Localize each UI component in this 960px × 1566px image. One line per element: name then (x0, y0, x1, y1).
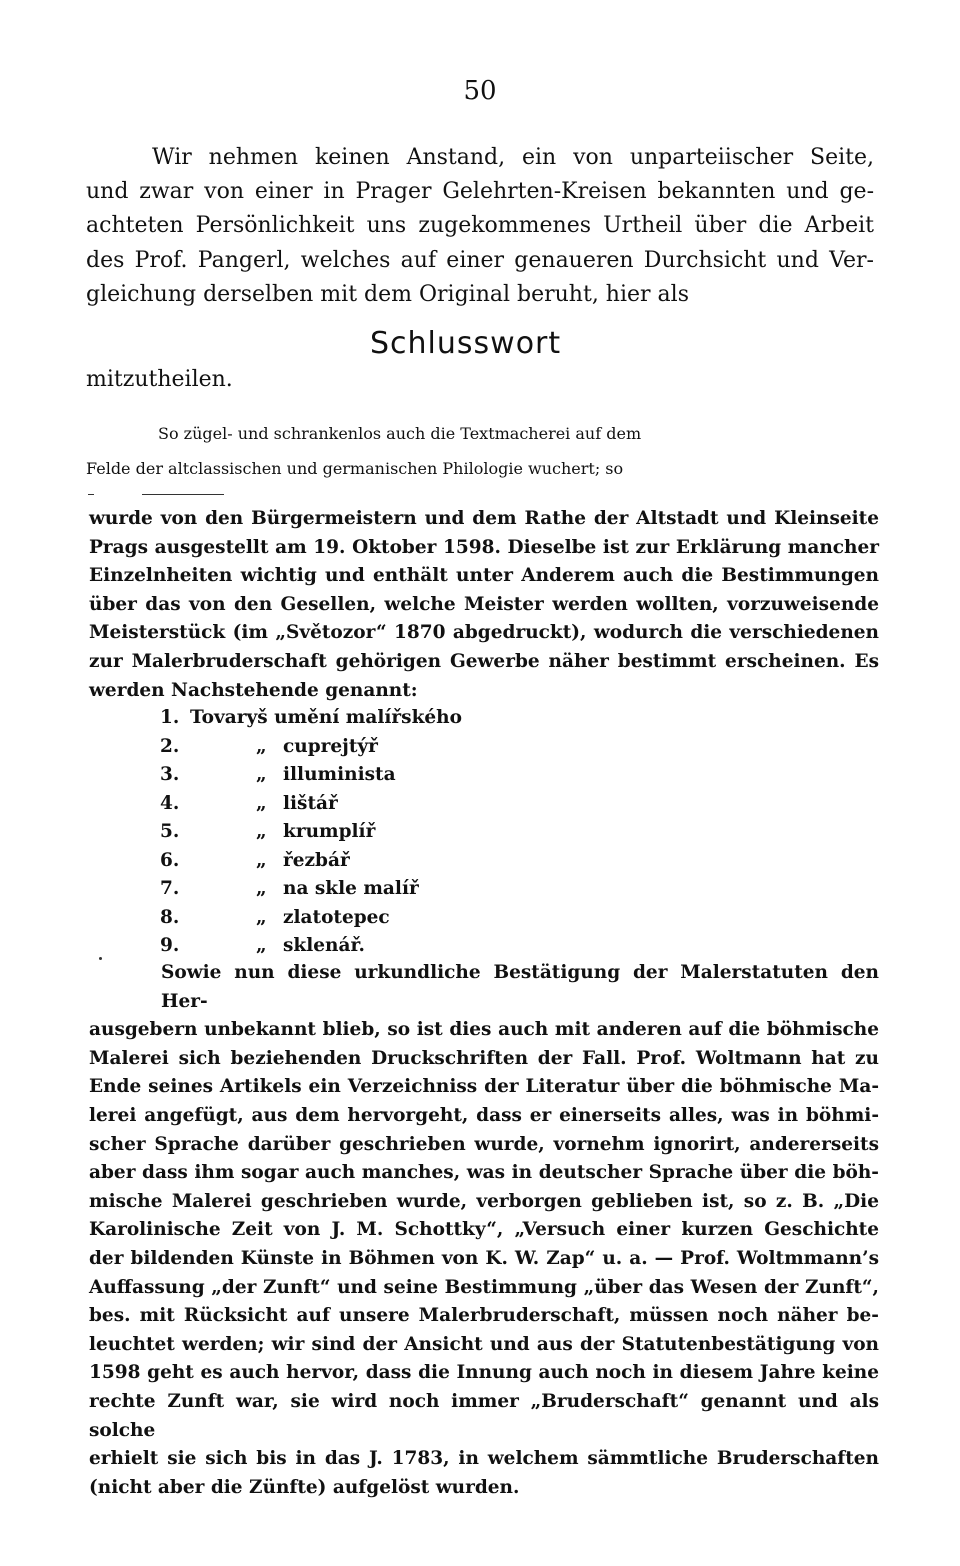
ditto-mark: „ (256, 849, 267, 871)
list-number: 6. (160, 849, 180, 871)
intro-paragraph (86, 141, 874, 312)
text-line: Wir nehmen keinen Anstand, ein von unparteiischer Seite, (152, 145, 874, 170)
list-number: 8. (160, 906, 180, 928)
text-line: leuchtet werden; wir sind der Ansicht und aus der Statutenbestätigung von (89, 1333, 879, 1355)
text-line: (nicht aber die Zünfte) aufgelöst wurden. (89, 1476, 520, 1498)
list-item (160, 704, 560, 733)
text-line: lerei angefügt, aus dem hervorgeht, dass er einerseits alles, was in böhmi- (89, 1104, 879, 1126)
text-line: Ende seines Artikels ein Verzeichniss der Literatur über die böhmische Ma- (89, 1076, 879, 1098)
text-line: mitzutheilen. (86, 367, 233, 392)
list-number: 1. (160, 707, 180, 728)
text-line: ausgebern unbekannt blieb, so ist dies auch mit anderen auf die böhmische (89, 1019, 879, 1041)
list-number: 2. (160, 735, 180, 757)
list-text: sklenář. (283, 935, 365, 956)
ditto-mark: „ (256, 821, 267, 842)
text-line: mische Malerei geschrieben wurde, verborgen geblieben ist, so z. B. „Die (89, 1190, 879, 1212)
page-number: 50 (463, 76, 497, 106)
ditto-mark: „ (256, 764, 267, 785)
text-line: über das von den Gesellen, welche Meister werden wollten, vorzuweisende (89, 593, 879, 615)
list-item (160, 847, 560, 876)
list-number: 7. (160, 878, 180, 899)
list-item (160, 733, 560, 762)
list-text: illuminista (283, 764, 396, 785)
text-line: rechte Zunft war, sie wird noch immer „Bruderschaft“ genannt und als solche (89, 1390, 879, 1441)
list-item (160, 904, 560, 933)
text-line: Prags ausgestellt am 19. Oktober 1598. Dieselbe ist zur Erklärung mancher (89, 536, 879, 558)
list-text: cuprejtýř (283, 735, 378, 757)
text-line: achteten Persönlichkeit uns zugekommenes Urtheil über die Arbeit (86, 213, 874, 239)
list-item (160, 790, 560, 819)
list-number: 4. (160, 792, 180, 814)
text-line: des Prof. Pangerl, welches auf einer genaueren Durchsicht und Ver- (86, 247, 874, 273)
list-text: řezbář (283, 849, 350, 871)
ditto-mark: „ (256, 735, 267, 757)
text-line: und zwar von einer in Prager Gelehrten-Kreisen bekannten und ge- (86, 179, 874, 205)
text-line: der bildenden Künste in Böhmen von K. W. Zap“ u. a. — Prof. Woltmmann’s (89, 1247, 879, 1269)
list-text: lištář (283, 792, 338, 814)
footnote (89, 505, 879, 705)
list-item (160, 818, 560, 847)
text-line: 1598 geht es auch hervor, dass die Innung auch noch in diesem Jahre keine (89, 1362, 879, 1384)
section-heading: Schlusswort (370, 326, 562, 361)
text-line: gleichung derselben mit dem Original beruht, hier als (86, 281, 689, 307)
footnote-rule (88, 494, 94, 495)
list-item (160, 761, 560, 790)
list-number: 5. (160, 821, 180, 842)
text-line: erhielt sie sich bis in das J. 1783, in welchem sämmtliche Bruderschaften (89, 1448, 879, 1470)
text-line: So zügel- und schrankenlos auch die Textmacherei auf dem (158, 424, 642, 443)
text-line: Meisterstück (im „Světozor“ 1870 abgedruckt), wodurch die verschiedenen (89, 622, 879, 644)
footnote-continued (89, 959, 879, 1502)
text-line: scher Sprache darüber geschrieben wurde, vornehm ignorirt, andererseits (89, 1133, 879, 1155)
text-line: Felde der altclassischen und germanischen Philologie wuchert; so (86, 459, 624, 478)
text-line: Auffassung „der Zunft“ und seine Bestimmung „über das Wesen der Zunft“, (89, 1276, 879, 1298)
list-number: 3. (160, 764, 180, 785)
list-text: krumplíř (283, 821, 376, 842)
ditto-mark: „ (256, 792, 267, 814)
list-number: 9. (160, 935, 180, 956)
footnote-rule (142, 494, 224, 495)
list-text: na skle malíř (283, 878, 419, 899)
list-text: zlatotepec (283, 906, 390, 928)
text-line: zur Malerbruderschaft gehörigen Gewerbe näher bestimmt erscheinen. Es (89, 650, 879, 672)
list-text: Tovaryš umění malířského (190, 707, 462, 728)
text-line: Karolinische Zeit von J. M. Schottky“, „Versuch einer kurzen Geschichte (89, 1219, 879, 1241)
ditto-mark: „ (256, 878, 267, 899)
list-item (160, 932, 560, 961)
text-line: werden Nachstehende genannt: (89, 679, 418, 701)
text-line: aber dass ihm sogar auch manches, was in deutscher Sprache über die böh- (89, 1162, 879, 1184)
list-item (160, 875, 560, 904)
ditto-mark: „ (256, 906, 267, 928)
ditto-mark: „ (256, 935, 267, 956)
text-line: Malerei sich beziehenden Druckschriften der Fall. Prof. Woltmann hat zu (89, 1047, 879, 1069)
text-line: Sowie nun diese urkundliche Bestätigung der Malerstatuten den Her- (161, 962, 879, 1012)
second-paragraph (86, 408, 874, 494)
text-line: Einzelnheiten wichtig und enthält unter Anderem auch die Bestimmungen (89, 565, 879, 587)
text-line: bes. mit Rücksicht auf unsere Malerbruderschaft, müssen noch näher be- (89, 1305, 879, 1327)
text-line: wurde von den Bürgermeistern und dem Rathe der Altstadt und Kleinseite (89, 508, 879, 529)
craft-list (160, 704, 560, 961)
